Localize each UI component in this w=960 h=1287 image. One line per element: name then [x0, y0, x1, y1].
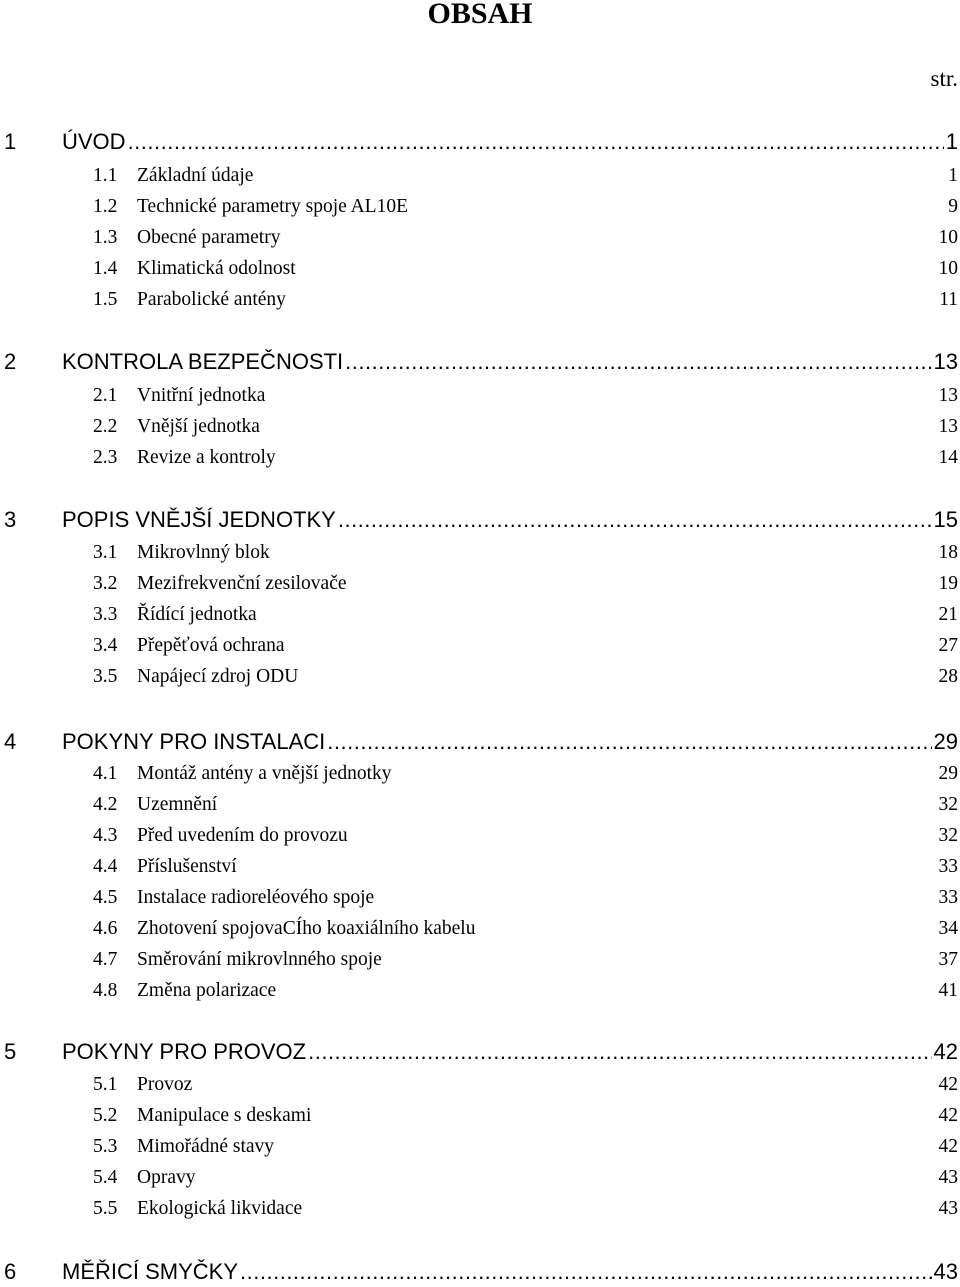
section-page-number: 13 — [938, 416, 958, 437]
section-title: Montáž antény a vnější jednotky — [137, 763, 392, 784]
toc-section-3-2[interactable] — [0, 570, 960, 598]
dot-leader — [327, 727, 931, 757]
toc-section-3-5[interactable] — [0, 663, 960, 691]
toc-section-4-4[interactable] — [0, 853, 960, 881]
toc-section-5-5[interactable] — [0, 1195, 960, 1223]
chapter-entry-row — [62, 1257, 958, 1287]
section-page-number: 10 — [938, 227, 958, 248]
toc-chapter-4[interactable] — [0, 727, 960, 757]
chapter-title: POKYNY PRO PROVOZ — [62, 1039, 307, 1064]
section-title: Mimořádné stavy — [137, 1136, 275, 1157]
toc-section-1-5[interactable] — [0, 286, 960, 314]
toc-section-4-8[interactable] — [0, 977, 960, 1005]
page-column-label: str. — [930, 66, 958, 91]
section-title: Obecné parametry — [137, 227, 281, 248]
chapter-entry-row — [62, 347, 958, 377]
section-page-number: 42 — [938, 1074, 958, 1095]
section-number: 4.3 — [93, 825, 118, 846]
chapter-number: 2 — [4, 349, 17, 374]
dot-leader — [128, 127, 944, 157]
section-number: 4.8 — [93, 980, 118, 1001]
section-page-number: 10 — [938, 258, 958, 279]
section-page-number: 29 — [938, 763, 958, 784]
toc-section-3-1[interactable] — [0, 539, 960, 567]
section-title: Vnitřní jednotka — [137, 385, 266, 406]
section-title: Provoz — [137, 1074, 193, 1095]
section-title: Směrování mikrovlnného spoje — [137, 949, 382, 970]
dot-leader — [308, 1037, 931, 1067]
page-title: OBSAH — [427, 0, 533, 30]
section-number: 1.1 — [93, 165, 118, 186]
toc-section-1-3[interactable] — [0, 224, 960, 252]
section-page-number: 14 — [938, 447, 958, 468]
chapter-entry-row — [62, 127, 958, 157]
section-title: Mikrovlnný blok — [137, 542, 270, 563]
section-number: 5.3 — [93, 1136, 118, 1157]
section-title: Změna polarizace — [137, 980, 277, 1001]
toc-section-3-3[interactable] — [0, 601, 960, 629]
chapter-number: 4 — [4, 729, 17, 754]
section-title: Manipulace s deskami — [137, 1105, 312, 1126]
section-page-number: 11 — [939, 289, 958, 310]
chapter-number: 3 — [4, 507, 17, 532]
section-title: Napájecí zdroj ODU — [137, 666, 299, 687]
section-page-number: 1 — [948, 165, 958, 186]
section-number: 5.5 — [93, 1198, 118, 1219]
section-number: 1.2 — [93, 196, 118, 217]
chapter-entry-row — [62, 1037, 958, 1067]
section-title: Opravy — [137, 1167, 196, 1188]
toc-section-1-2[interactable] — [0, 193, 960, 221]
chapter-title: ÚVOD — [62, 129, 126, 154]
chapter-number: 1 — [4, 129, 17, 154]
section-page-number: 43 — [938, 1198, 958, 1219]
section-title: Revize a kontroly — [137, 447, 276, 468]
chapter-title: POKYNY PRO INSTALACI — [62, 729, 326, 754]
section-title: Technické parametry spoje AL10E — [137, 196, 408, 217]
section-number: 1.4 — [93, 258, 118, 279]
toc-section-3-4[interactable] — [0, 632, 960, 660]
section-page-number: 42 — [938, 1105, 958, 1126]
section-title: Ekologická likvidace — [137, 1198, 303, 1219]
dot-leader — [338, 505, 932, 535]
section-page-number: 18 — [938, 542, 958, 563]
section-number: 5.2 — [93, 1105, 118, 1126]
chapter-page-number: 42 — [933, 1039, 958, 1064]
section-title: Parabolické antény — [137, 289, 286, 310]
toc-section-4-5[interactable] — [0, 884, 960, 912]
section-number: 4.7 — [93, 949, 118, 970]
section-page-number: 32 — [938, 794, 958, 815]
chapter-page-number: 15 — [933, 507, 958, 532]
toc-section-5-4[interactable] — [0, 1164, 960, 1192]
section-title: Vnější jednotka — [137, 416, 260, 437]
section-page-number: 27 — [938, 635, 958, 656]
section-number: 4.5 — [93, 887, 118, 908]
section-page-number: 13 — [938, 385, 958, 406]
section-title: Před uvedením do provozu — [137, 825, 348, 846]
section-number: 2.1 — [93, 385, 118, 406]
toc-section-4-1[interactable] — [0, 760, 960, 788]
toc-chapter-5[interactable] — [0, 1037, 960, 1067]
toc-section-4-6[interactable] — [0, 915, 960, 943]
chapter-title: POPIS VNĚJŠÍ JEDNOTKY — [62, 507, 336, 532]
section-page-number: 28 — [938, 666, 958, 687]
section-title: Příslušenství — [137, 856, 237, 877]
section-page-number: 9 — [948, 196, 958, 217]
section-number: 3.5 — [93, 666, 118, 687]
section-page-number: 42 — [938, 1136, 958, 1157]
section-number: 3.2 — [93, 573, 118, 594]
toc-chapter-2[interactable] — [0, 347, 960, 377]
section-number: 4.2 — [93, 794, 118, 815]
toc-section-2-2[interactable] — [0, 413, 960, 441]
toc-section-4-2[interactable] — [0, 791, 960, 819]
toc-section-2-1[interactable] — [0, 382, 960, 410]
section-page-number: 32 — [938, 825, 958, 846]
section-number: 4.6 — [93, 918, 118, 939]
section-page-number: 41 — [938, 980, 958, 1001]
toc-section-4-7[interactable] — [0, 946, 960, 974]
section-number: 2.2 — [93, 416, 118, 437]
section-number: 4.4 — [93, 856, 118, 877]
toc-section-5-2[interactable] — [0, 1102, 960, 1130]
section-page-number: 43 — [938, 1167, 958, 1188]
section-page-number: 37 — [938, 949, 958, 970]
chapter-page-number: 13 — [933, 349, 958, 374]
section-number: 5.4 — [93, 1167, 118, 1188]
chapter-page-number: 43 — [933, 1259, 958, 1284]
toc-section-1-4[interactable] — [0, 255, 960, 283]
toc-chapter-3[interactable] — [0, 505, 960, 535]
section-number: 3.1 — [93, 542, 118, 563]
dot-leader — [345, 347, 931, 377]
chapter-entry-row — [62, 505, 958, 535]
section-number: 3.3 — [93, 604, 118, 625]
section-title: Přepěťová ochrana — [137, 635, 285, 656]
chapter-title: KONTROLA BEZPEČNOSTI — [62, 349, 344, 374]
section-title: Zhotovení spojovaCÍho koaxiálního kabelu — [137, 918, 476, 939]
section-title: Klimatická odolnost — [137, 258, 296, 279]
section-number: 1.5 — [93, 289, 118, 310]
section-page-number: 21 — [938, 604, 958, 625]
toc-section-4-3[interactable] — [0, 822, 960, 850]
chapter-page-number: 1 — [945, 129, 958, 154]
chapter-number: 5 — [4, 1039, 17, 1064]
chapter-entry-row — [62, 727, 958, 757]
section-title: Řídící jednotka — [137, 604, 257, 625]
section-number: 5.1 — [93, 1074, 118, 1095]
dot-leader — [240, 1257, 931, 1287]
section-title: Uzemnění — [137, 794, 218, 815]
section-number: 4.1 — [93, 763, 118, 784]
section-page-number: 34 — [938, 918, 958, 939]
section-number: 2.3 — [93, 447, 118, 468]
chapter-page-number: 29 — [933, 729, 958, 754]
section-number: 3.4 — [93, 635, 118, 656]
section-number: 1.3 — [93, 227, 118, 248]
toc-section-1-1[interactable] — [0, 162, 960, 190]
section-title: Základní údaje — [137, 165, 254, 186]
toc-section-5-1[interactable] — [0, 1071, 960, 1099]
toc-section-2-3[interactable] — [0, 444, 960, 472]
section-page-number: 33 — [938, 856, 958, 877]
section-title: Mezifrekvenční zesilovače — [137, 573, 347, 594]
toc-chapter-1[interactable] — [0, 127, 960, 157]
section-page-number: 33 — [938, 887, 958, 908]
chapter-title: MĚŘICÍ SMYČKY — [62, 1259, 239, 1284]
chapter-number: 6 — [4, 1259, 17, 1284]
section-title: Instalace radioreléového spoje — [137, 887, 375, 908]
section-page-number: 19 — [938, 573, 958, 594]
toc-section-5-3[interactable] — [0, 1133, 960, 1161]
toc-chapter-6[interactable] — [0, 1257, 960, 1287]
